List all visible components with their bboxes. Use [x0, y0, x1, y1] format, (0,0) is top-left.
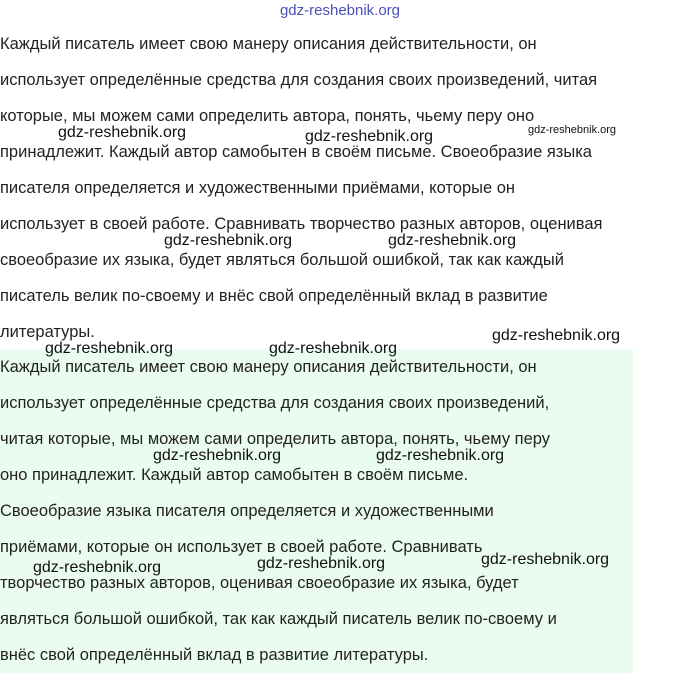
paragraph-line: своеобразие их языка, будет являться большой ошибкой, так как каждый [0, 251, 565, 269]
watermark: gdz-reshebnik.org [481, 551, 610, 568]
watermark: gdz-reshebnik.org [492, 327, 621, 344]
watermark: gdz-reshebnik.org [257, 555, 386, 572]
watermark: gdz-reshebnik.org [528, 124, 617, 136]
paragraph-line: оно принадлежит. Каждый автор самобытен в своём письме. [0, 466, 469, 484]
watermark: gdz-reshebnik.org [153, 447, 282, 464]
paragraph-line: творчество разных авторов, оценивая своеобразие их языка, будет [0, 574, 519, 592]
watermark: gdz-reshebnik.org [269, 340, 398, 357]
paragraph-original [0, 26, 602, 350]
paragraph-line: читая которые, мы можем сами определить автора, понять, чьему перу [0, 430, 551, 448]
paragraph-line: внёс свой определённый вклад в развитие литературы. [0, 646, 429, 664]
watermark: gdz-reshebnik.org [388, 232, 517, 249]
paragraph-answer [0, 349, 557, 673]
paragraph-line: Каждый писатель имеет свою манеру описания действительности, он [0, 35, 537, 53]
watermark: gdz-reshebnik.org [33, 559, 162, 576]
watermark: gdz-reshebnik.org [376, 447, 505, 464]
paragraph-line: писатель велик по-своему и внёс свой определённый вклад в развитие [0, 287, 548, 305]
paragraph-line: принадлежит. Каждый автор самобытен в своём письме. Своеобразие языка [0, 143, 592, 161]
paragraph-line: Своеобразие языка писателя определяется и художественными [0, 502, 494, 520]
watermark: gdz-reshebnik.org [164, 232, 293, 249]
watermark: gdz-reshebnik.org [305, 128, 434, 145]
paragraph-line: использует определённые средства для создания своих произведений, читая [0, 71, 598, 89]
paragraph-line: использует определённые средства для создания своих произведений, [0, 394, 550, 412]
paragraph-line: писателя определяется и художественными приёмами, которые он [0, 179, 516, 197]
paragraph-line: Каждый писатель имеет свою манеру описания действительности, он [0, 358, 537, 376]
paragraph-line: являться большой ошибкой, так как каждый писатель велик по-своему и [0, 610, 557, 628]
paragraph-line: использует в своей работе. Сравнивать творчество разных авторов, оценивая [0, 215, 603, 233]
watermark: gdz-reshebnik.org [58, 124, 187, 141]
paragraph-line: приёмами, которые он использует в своей работе. Сравнивать [0, 538, 483, 556]
paragraph-line: которые, мы можем сами определить автора, понять, чьему перу оно [0, 107, 535, 125]
header-watermark: gdz-reshebnik.org [279, 2, 401, 19]
paragraph-line: литературы. [0, 323, 95, 341]
watermark: gdz-reshebnik.org [45, 340, 174, 357]
